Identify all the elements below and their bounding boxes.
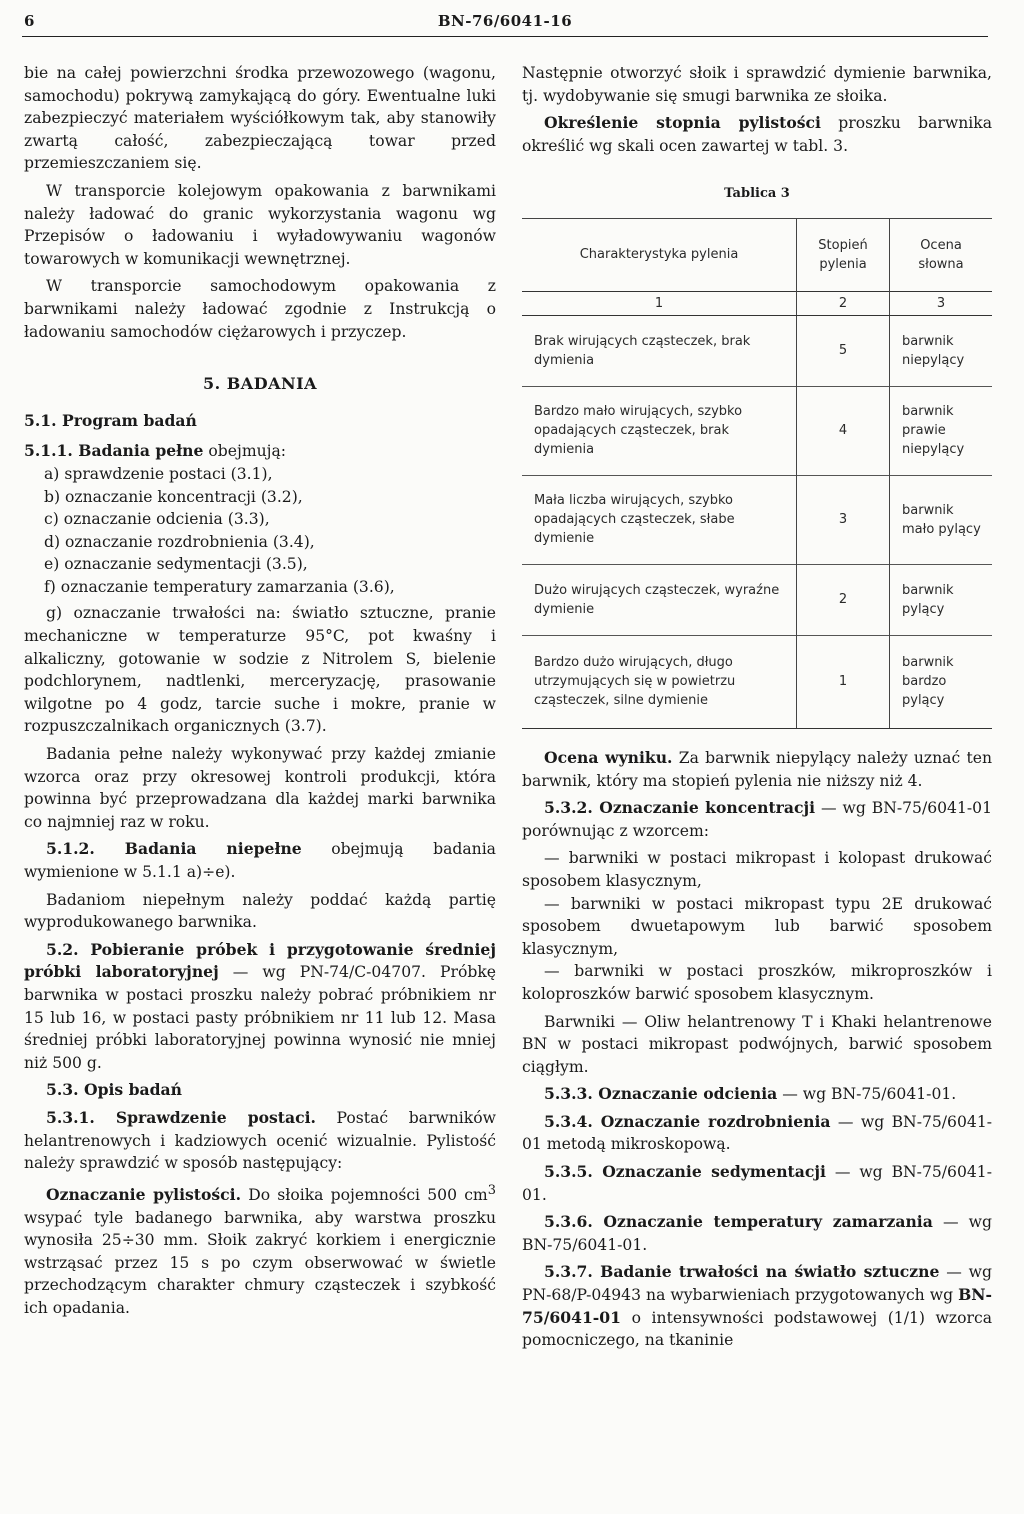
paragraph — [24, 939, 496, 1075]
clause-text: — wg BN-75/6041-01 porównując z wzorcem: — [522, 799, 992, 840]
paragraph — [522, 1111, 992, 1156]
list-item: f) oznaczanie temperatury zamarzania (3.6), — [44, 577, 395, 596]
table-row — [522, 386, 992, 475]
table-cell: barwnik mało pylący — [890, 475, 993, 564]
clause-text: — wg BN-75/6041-01 metodą mikroskopową. — [522, 1112, 993, 1154]
list-item: b) oznaczanie koncentracji (3.2), — [44, 487, 303, 506]
test-list — [44, 463, 496, 599]
list-item: d) oznaczanie rozdrobnienia (3.4), — [44, 532, 315, 551]
clause-label: 5.3.6. Oznaczanie temperatury zamarzania — [544, 1212, 933, 1232]
table-row — [522, 564, 992, 635]
table-cell: barwnik prawie niepylący — [890, 386, 993, 475]
clause-text: — wg PN-74/C-04707. Próbkę barwnika w postaci proszku należy pobrać próbnikiem nr 15 lub 16, w postaci pasty próbnikiem nr 11 lub 12. Masa średniej próbki laboratoryjnej powinna wynosić nie mniej niż 500 g. — [24, 963, 497, 1072]
list-item-g: g) oznaczanie trwałości na: światło sztuczne, pranie mechaniczne w temperaturze 95°C, pot kwaśny i alkaliczny, gotowanie w sodzie z Nitrolem S, bielenie podchlorynem, nadtlenki, merceryzację, prasowanie wilgotne po 4 godz, tarcie suche i mokre, pranie w rozpuszczalnikach organicznych (3.7). — [24, 604, 496, 736]
clause-text: wsypać tyle badanego barwnika, aby warstwa proszku wynosiła 25÷30 mm. Słoik zakryć korkiem i energicznie wstrząsać przez 15 s po czym obserwować w świetle przechodzącym charakter chmury cząsteczek i szybkość ich opadania. — [24, 1208, 496, 1317]
list-item: e) oznaczanie sedymentacji (3.5), — [44, 555, 308, 574]
table-cell: Brak wirujących cząsteczek, brak dymienia — [522, 315, 797, 386]
dustiness-table — [522, 218, 992, 729]
clause-text: obejmują: — [203, 442, 287, 461]
paragraph — [24, 838, 496, 883]
table-row — [522, 315, 992, 386]
paragraph — [24, 440, 496, 463]
clause-label: 5.3.1. Sprawdzenie postaci. — [46, 1107, 316, 1127]
clause-label: Ocena wyniku. — [544, 747, 673, 767]
page-number: 6 — [24, 12, 35, 30]
right-column — [522, 62, 992, 1357]
clause-text: obejmują badania wymienione w 5.1.1 a)÷e). — [24, 840, 496, 881]
list-item: c) oznaczanie odcienia (3.3), — [44, 510, 270, 529]
paragraph — [522, 1161, 992, 1206]
clause-label: 5.3.7. Badanie trwałości na światło sztuczne — [544, 1262, 940, 1282]
clause-text: Do słoika pojemności 500 cm — [241, 1185, 488, 1204]
document-code: BN-76/6041-16 — [437, 12, 573, 30]
paragraph: W transporcie samochodowym opakowania z barwnikami należy ładować zgodnie z Instrukcją o ładowaniu samochodów ciężarowych i przyczep. — [24, 277, 496, 341]
superscript: 3 — [487, 1182, 496, 1198]
paragraph: Następnie otworzyć słoik i sprawdzić dymienie barwnika, tj. wydobywanie się smugi barwnika ze słoika. — [522, 64, 992, 105]
clause-label: 5.3.2. Oznaczanie koncentracji — [544, 798, 816, 818]
table-caption: Tablica 3 — [724, 186, 790, 202]
clause-text: — wg BN-75/6041-01. — [522, 1213, 992, 1254]
table-cell: barwnik niepylący — [890, 315, 993, 386]
paragraph: Barwniki — Oliw helantrenowy T i Khaki helantrenowe BN w postaci mikropast podwójnych, barwić sposobem ciągłym. — [522, 1012, 992, 1076]
clause-label: 5.1.1. Badania pełne — [24, 441, 204, 461]
clause-label: 5.2. Pobieranie próbek i przygotowanie średniej próbki laboratoryjnej — [24, 939, 496, 982]
paragraph — [522, 112, 992, 157]
paragraph: W transporcie kolejowym opakowania z barwnikami należy ładować do granic wykorzystania wagonu wg Przepisów o ładowaniu i wyładowywaniu wagonów towarowych w komunikacji wewnętrznej. — [24, 181, 496, 268]
table-header: Charakterystyka pylenia — [522, 218, 797, 291]
table-cell: 4 — [797, 386, 890, 475]
paragraph — [522, 1083, 992, 1106]
table-row — [522, 635, 992, 728]
paragraph — [522, 1211, 992, 1256]
subsection-heading: 5.1. Program badań — [24, 410, 197, 430]
clause-text: o intensywności podstawowej (1/1) wzorca pomocniczego, na tkaninie — [522, 1308, 992, 1350]
clause-text: — wg PN-68/P-04943 na wybarwieniach przygotowanych wg — [522, 1263, 993, 1305]
clause-text: — wg BN-75/6041-01. — [777, 1085, 957, 1104]
paragraph — [522, 797, 992, 842]
dash-item: — barwniki w postaci proszków, mikroproszków i koloproszków barwić sposobem klasycznym. — [522, 962, 992, 1003]
table-cell: barwnik pylący — [890, 564, 993, 635]
standard-ref: BN-75/6041-01 — [522, 1285, 992, 1327]
paragraph: Badaniom niepełnym należy poddać każdą partię wyprodukowanego barwnika. — [24, 890, 496, 932]
paragraph — [522, 1261, 992, 1351]
clause-text: Postać barwników helantrenowych i kadziowych ocenić wizualnie. Pylistość należy sprawdzić w sposób następujący: — [24, 1108, 496, 1173]
table-cell: Bardzo mało wirujących, szybko opadających cząsteczek, brak dymienia — [522, 386, 797, 475]
subsection-heading: 5.3. Opis badań — [46, 1080, 182, 1100]
table-cell: 1 — [797, 635, 890, 728]
table-header-row — [522, 218, 992, 291]
table-row — [522, 475, 992, 564]
table-cell: Bardzo dużo wirujących, długo utrzymujących się w powietrzu cząsteczek, silne dymienie — [522, 635, 797, 728]
paragraph: bie na całej powierzchni środka przewozowego (wagonu, samochodu) pokrywą zamykającą do góry. Ewentualne luki zabezpieczyć materiałem wyściółkowym tak, aby stanowiły zwartą całość, zabezpieczającą towar przed przemieszczaniem się. — [24, 64, 496, 173]
column-number: 2 — [797, 291, 890, 315]
table-cell: Dużo wirujących cząsteczek, wyraźne dymienie — [522, 564, 797, 635]
table-header: Stopień pylenia — [797, 218, 890, 291]
table-cell: barwnik bardzo pylący — [890, 635, 993, 728]
dash-item: — barwniki w postaci mikropast typu 2E drukować sposobem dwuetapowym lub barwić sposobem klasycznym, — [522, 894, 992, 958]
table-cell: 3 — [797, 475, 890, 564]
clause-label: 5.3.5. Oznaczanie sedymentacji — [544, 1162, 826, 1182]
page-header — [22, 12, 988, 37]
clause-label: 5.1.2. Badania niepełne — [46, 839, 302, 859]
clause-label: 5.3.3. Oznaczanie odcienia — [544, 1084, 778, 1104]
paragraph — [24, 1180, 496, 1320]
paragraph — [24, 1107, 496, 1175]
table-cell: 5 — [797, 315, 890, 386]
clause-label: Określenie stopnia pylistości — [544, 113, 821, 133]
clause-text: — wg BN-75/6041-01. — [522, 1163, 992, 1204]
clause-label: Oznaczanie pylistości. — [46, 1184, 242, 1204]
dash-item: — barwniki w postaci mikropast i kolopast drukować sposobem klasycznym, — [522, 849, 992, 890]
column-number: 3 — [890, 291, 993, 315]
paragraph — [522, 747, 992, 792]
table-cell: Mała liczba wirujących, szybko opadających cząsteczek, słabe dymienie — [522, 475, 797, 564]
table-header: Ocena słowna — [890, 218, 993, 291]
list-item: a) sprawdzenie postaci (3.1), — [44, 464, 273, 483]
clause-label: 5.3.4. Oznaczanie rozdrobnienia — [544, 1111, 831, 1131]
section-heading: 5. BADANIA — [202, 374, 318, 394]
table-cell: 2 — [797, 564, 890, 635]
left-column — [24, 62, 496, 1324]
column-number: 1 — [522, 291, 797, 315]
clause-text: proszku barwnika określić wg skali ocen zawartej w tabl. 3. — [522, 114, 993, 155]
clause-text: Za barwnik niepylący należy uznać ten barwnik, który ma stopień pylenia nie niższy niż 4. — [522, 748, 992, 790]
paragraph: Badania pełne należy wykonywać przy każdej zmianie wzorca oraz przy okresowej kontroli produkcji, która powinna być przeprowadzana dla każdej marki barwnika co najmniej raz w roku. — [24, 745, 496, 831]
column-number-row — [522, 291, 992, 315]
